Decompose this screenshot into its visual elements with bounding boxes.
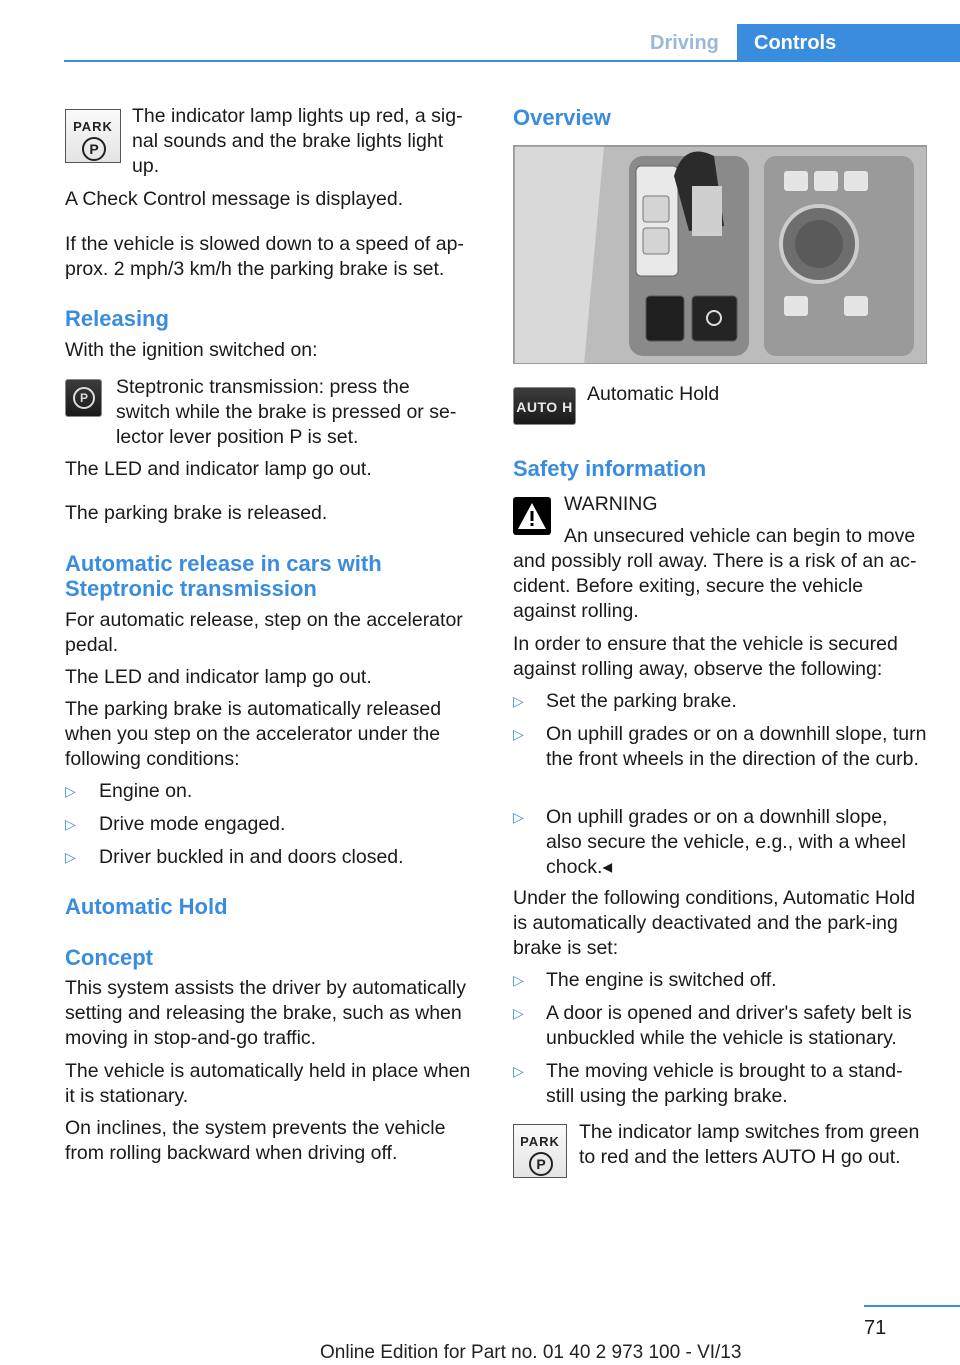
lamp-text: The indicator lamp switches from green to red and the letters AUTO H go out. xyxy=(579,1121,920,1168)
console-illustration xyxy=(514,146,927,364)
concept-text-3: On inclines, the system prevents the vehicle from rolling backward when driving off. xyxy=(65,1117,446,1164)
chapter-tab-controls[interactable]: Controls xyxy=(737,24,960,62)
overview-heading: Overview xyxy=(513,105,611,130)
autoh-button-icon: AUTO H xyxy=(513,387,576,425)
list-item: ▷ The moving vehicle is brought to a stand-still using the parking brake. xyxy=(513,1060,903,1107)
auto-release-heading: Automatic release in cars with Steptronic transmission xyxy=(65,551,382,601)
concept-text-1: This system assists the driver by automatically setting and releasing the brake, such as when moving in stop-and-go traffic. xyxy=(65,977,466,1049)
safety-heading: Safety information xyxy=(513,456,707,481)
autoh-caption: Automatic Hold xyxy=(587,383,720,405)
auto-release-text: For automatic release, step on the accelerator pedal. xyxy=(65,609,463,656)
bullet-triangle-icon: ▷ xyxy=(65,849,76,865)
header-rule xyxy=(64,60,960,62)
releasing-heading: Releasing xyxy=(65,306,169,331)
list-item: ▷ A door is opened and driver's safety belt is unbuckled while the vehicle is stationary. xyxy=(513,1002,912,1049)
list-item: ▷ On uphill grades or on a downhill slope, turn the front wheels in the direction of the curb. xyxy=(513,723,927,770)
list-item: ▷ Driver buckled in and doors closed. xyxy=(65,846,404,868)
ensure-list xyxy=(513,689,928,888)
list-item: ▷ Set the parking brake. xyxy=(513,690,737,712)
deactivated-list xyxy=(513,968,928,1117)
auto-hold-heading: Automatic Hold xyxy=(65,894,228,919)
deactivated-text: Under the following conditions, Automatic Hold is automatically deactivated and the park-ing brake is set: xyxy=(513,887,916,959)
bullet-triangle-icon: ▷ xyxy=(65,816,76,832)
parking-brake-switch-icon: P xyxy=(65,379,102,417)
park-indicator-icon: PARK P xyxy=(65,109,121,163)
warning-text: An unsecured vehicle can begin to move and possibly roll away. There is a risk of an ac-cident. Before exiting, secure the vehicle against rolling. xyxy=(513,525,917,622)
warning-label: WARNING xyxy=(564,493,658,515)
bullet-triangle-icon: ▷ xyxy=(513,693,524,709)
led-out-text-1: The LED and indicator lamp go out. xyxy=(65,458,372,480)
console-photo xyxy=(513,145,927,364)
slowed-text: If the vehicle is slowed down to a speed of ap-prox. 2 mph/3 km/h the parking brake is set. xyxy=(65,233,464,280)
list-item: ▷ On uphill grades or on a downhill slope, also secure the vehicle, e.g., with a wheel chock.◂ xyxy=(513,806,906,878)
bullet-triangle-icon: ▷ xyxy=(513,1005,524,1021)
concept-heading: Concept xyxy=(65,945,153,970)
list-item: ▷ Engine on. xyxy=(65,780,193,802)
list-item: ▷ The engine is switched off. xyxy=(513,969,777,991)
bullet-triangle-icon: ▷ xyxy=(513,972,524,988)
page-number: 71 xyxy=(864,1317,887,1339)
park-indicator-icon-2: PARK P xyxy=(513,1124,567,1178)
intro-text: The indicator lamp lights up red, a sig-nal sounds and the brake lights light up. xyxy=(132,105,463,177)
check-control-text: A Check Control message is displayed. xyxy=(65,188,404,210)
bullet-triangle-icon: ▷ xyxy=(513,726,524,742)
page-number-rule xyxy=(864,1305,960,1307)
ignition-on-text: With the ignition switched on: xyxy=(65,339,318,361)
ensure-text: In order to ensure that the vehicle is secured against rolling away, observe the following: xyxy=(513,633,898,680)
steptronic-press-text: Steptronic transmission: press the switch while the brake is pressed or se-lector lever position P is set. xyxy=(116,376,457,448)
bullet-triangle-icon: ▷ xyxy=(513,809,524,825)
bullet-triangle-icon: ▷ xyxy=(65,783,76,799)
steptronic-press-text-a xyxy=(116,375,466,450)
concept-text-2: The vehicle is automatically held in place when it is stationary. xyxy=(65,1060,471,1107)
list-item: ▷ Drive mode engaged. xyxy=(65,813,286,835)
auto-release-conditions: The parking brake is automatically released when you step on the accelerator under the following conditions: xyxy=(65,698,442,770)
brake-released-text: The parking brake is released. xyxy=(65,502,328,524)
led-out-text-2: The LED and indicator lamp go out. xyxy=(65,666,372,688)
bullet-triangle-icon: ▷ xyxy=(513,1063,524,1079)
conditions-list xyxy=(65,779,480,878)
section-tab-driving[interactable]: Driving xyxy=(650,32,719,54)
edition-footer: Online Edition for Part no. 01 40 2 973 100 - VI/13 xyxy=(320,1342,742,1363)
